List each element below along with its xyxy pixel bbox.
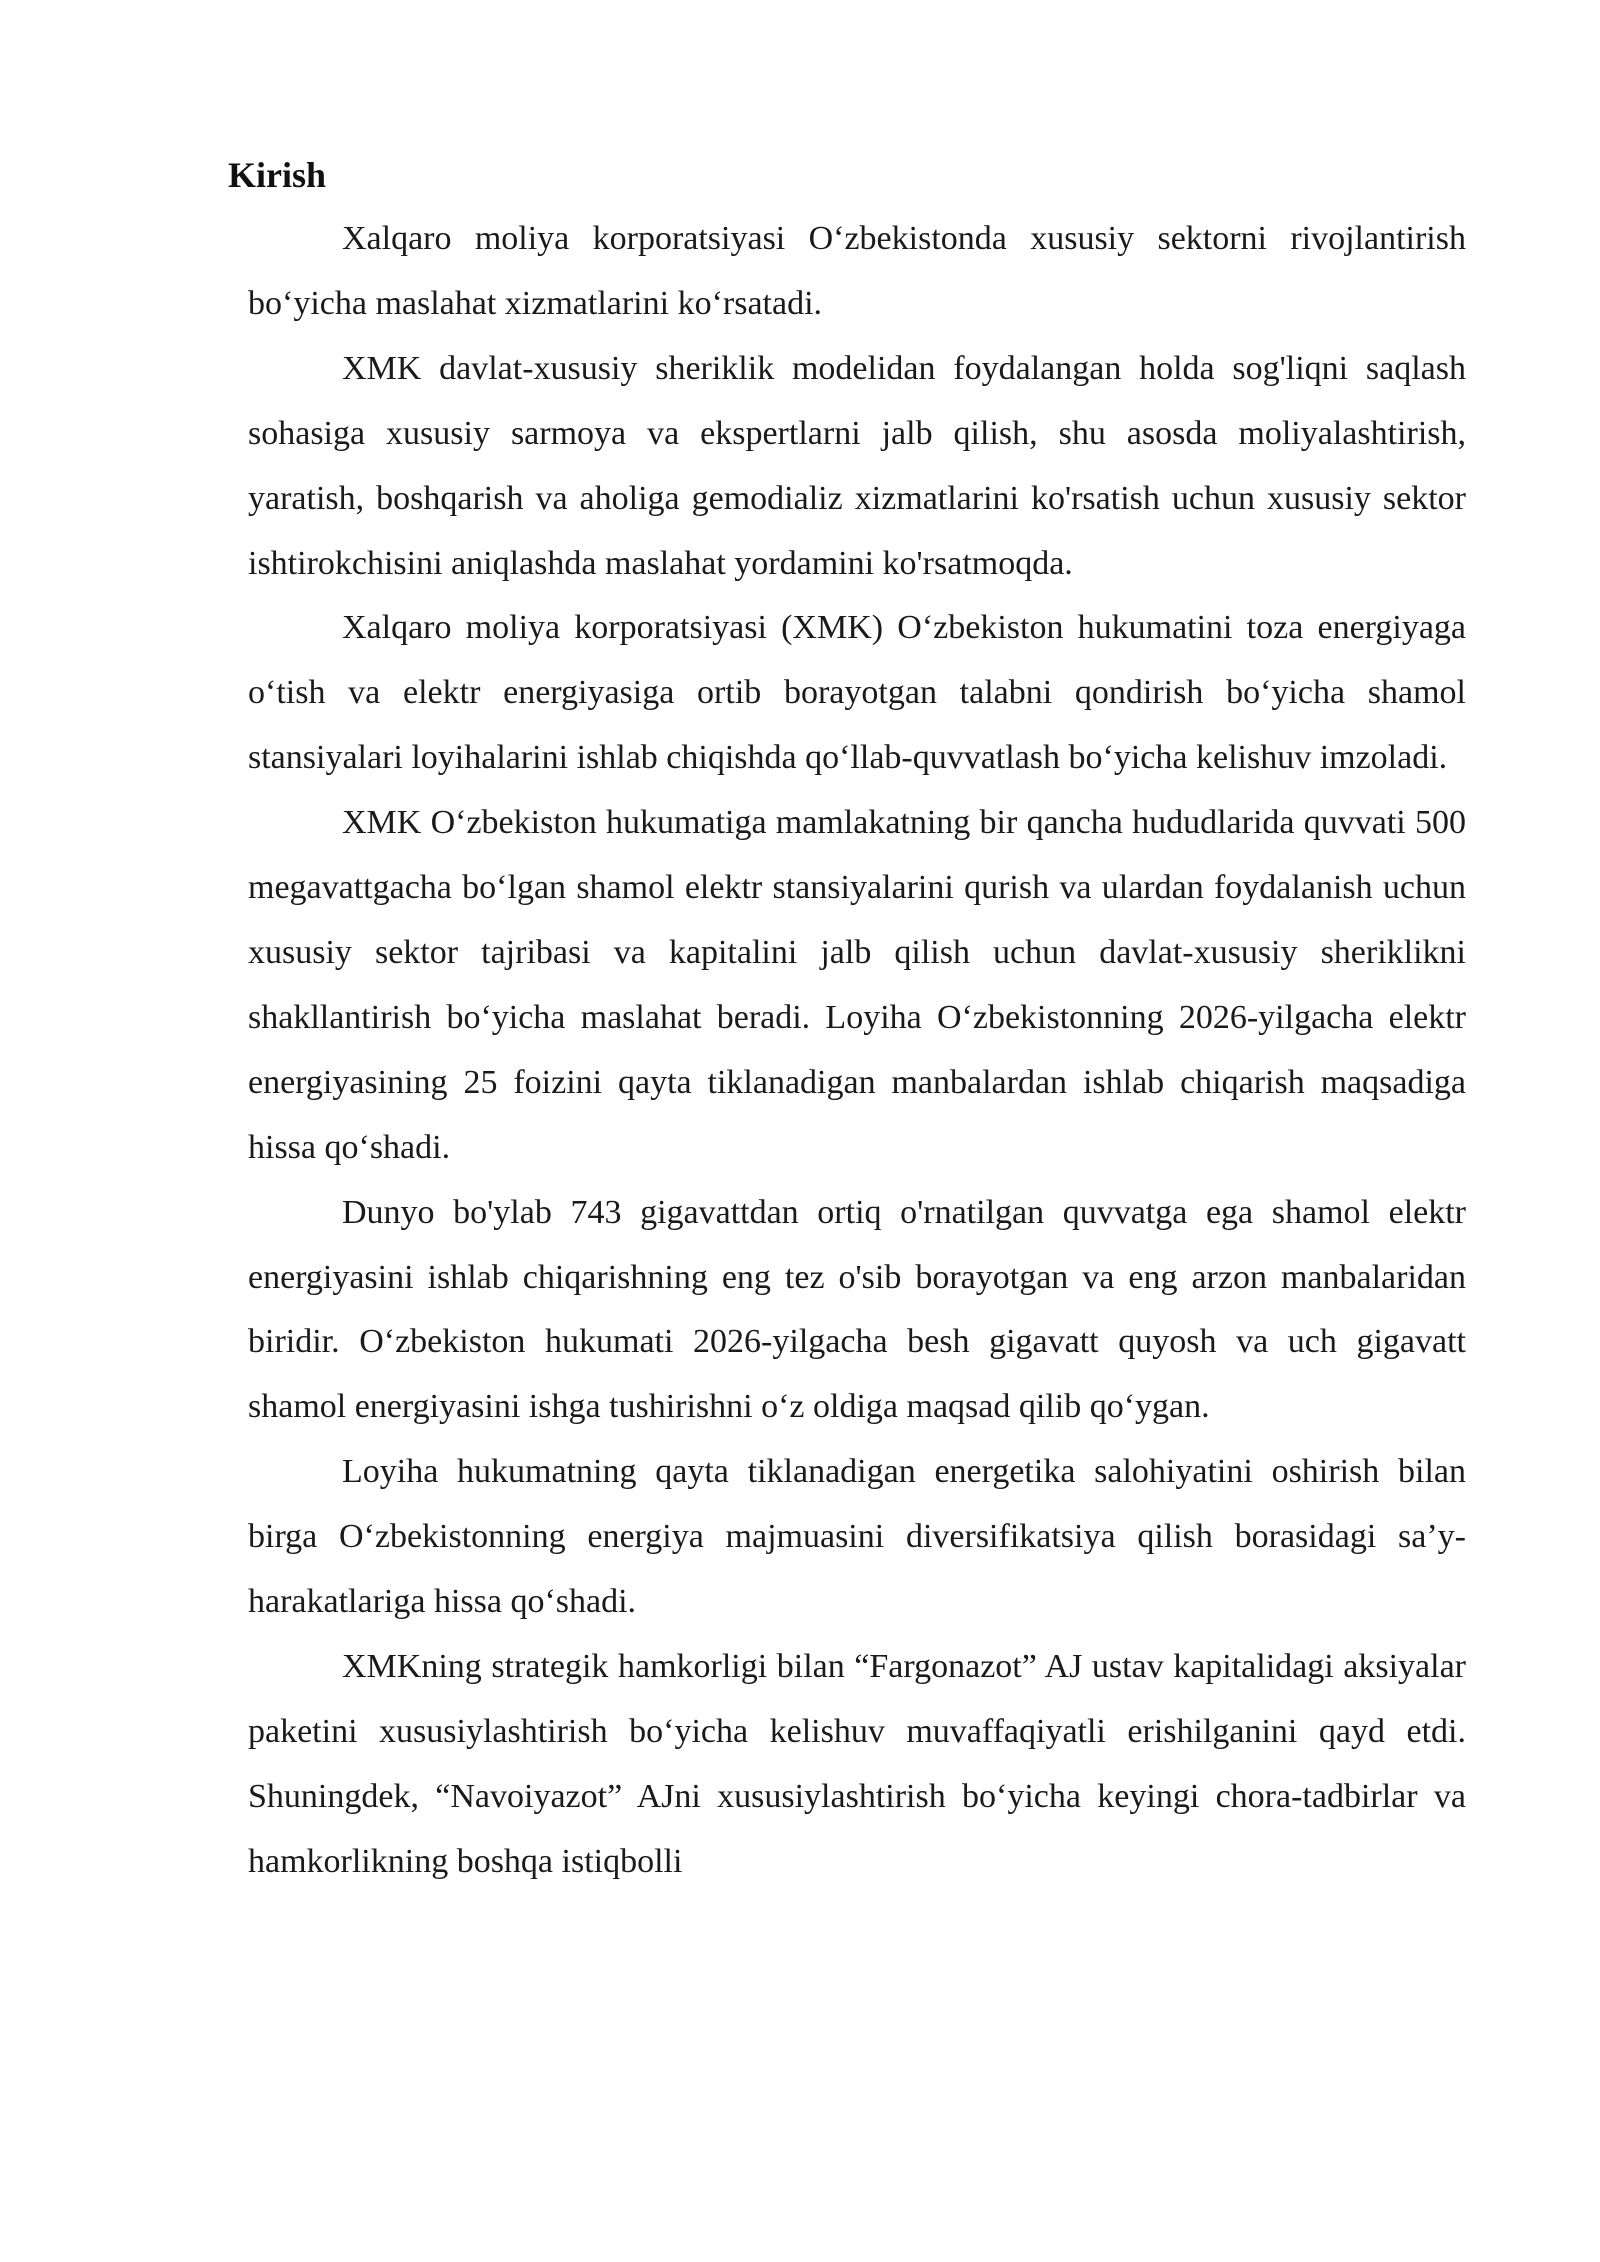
section-heading: Kirish [228,155,327,195]
paragraph-2: XMK davlat-xususiy sheriklik modelidan foydalangan holda sog'liqni saqlash sohasiga xususiy sarmoya va ekspertlarni jalb qilish, shu asosda moliyalashtirish, yaratish, boshqarish va aholiga gemodializ xizmatlarini ko'rsatish uchun xususiy sektor ishtirokchisini aniqlashda maslahat yordamini ko'rsatmoqda. [248,349,1466,582]
paragraph-3: Xalqaro moliya korporatsiyasi (XMK) O‘zbekiston hukumatini toza energiyaga o‘tish va elektr energiyasiga ortib borayotgan talabni qondirish bo‘yicha shamol stansiyalari loyihalarini ishlab chiqishda qo‘llab-quvvatlash bo‘yicha kelishuv imzoladi. [248,609,1466,777]
paragraph-4: XMK O‘zbekiston hukumatiga mamlakatning bir qancha hududlarida quvvati 500 megavattgacha bo‘lgan shamol elektr stansiyalarini qurish va ulardan foydalanish uchun xususiy sektor tajribasi va kapitalini jalb qilish uchun davlat-xususiy sheriklikni shakllantirish bo‘yicha maslahat beradi. Loyiha O‘zbekistonning 2026-yilgacha elektr energiyasining 25 foizini qayta tiklanadigan manbalardan ishlab chiqarish maqsadiga hissa qo‘shadi. [248,804,1466,1166]
paragraph-7: XMKning strategik hamkorligi bilan “Fargonazot” AJ ustav kapitalidagi aksiyalar paketini xususiylashtirish bo‘yicha kelishuv muvaffaqiyatli erishilganini qayd etdi. Shuningdek, “Navoiyazot” AJni xususiylashtirish bo‘yicha keyingi chora-tadbirlar va hamkorlikning boshqa istiqbolli [248,1647,1466,1880]
paragraph-1: Xalqaro moliya korporatsiyasi O‘zbekistonda xususiy sektorni rivojlantirish bo‘yicha maslahat xizmatlarini ko‘rsatadi. [248,220,1466,322]
paragraph-6: Loyiha hukumatning qayta tiklanadigan energetika salohiyatini oshirish bilan birga O‘zbekistonning energiya majmuasini diversifikatsiya qilish borasidagi sa’y-harakatlariga hissa qo‘shadi. [248,1453,1466,1621]
paragraph-5: Dunyo bo'ylab 743 gigavattdan ortiq o'rnatilgan quvvatga ega shamol elektr energiyasini ishlab chiqarishning eng tez o'sib borayotgan va eng arzon manbalaridan biridir. O‘zbekiston hukumati 2026-yilgacha besh gigavatt quyosh va uch gigavatt shamol energiyasini ishga tushirishni o‘z oldiga maqsad qilib qo‘ygan. [248,1193,1466,1426]
body-text [248,207,1466,1895]
